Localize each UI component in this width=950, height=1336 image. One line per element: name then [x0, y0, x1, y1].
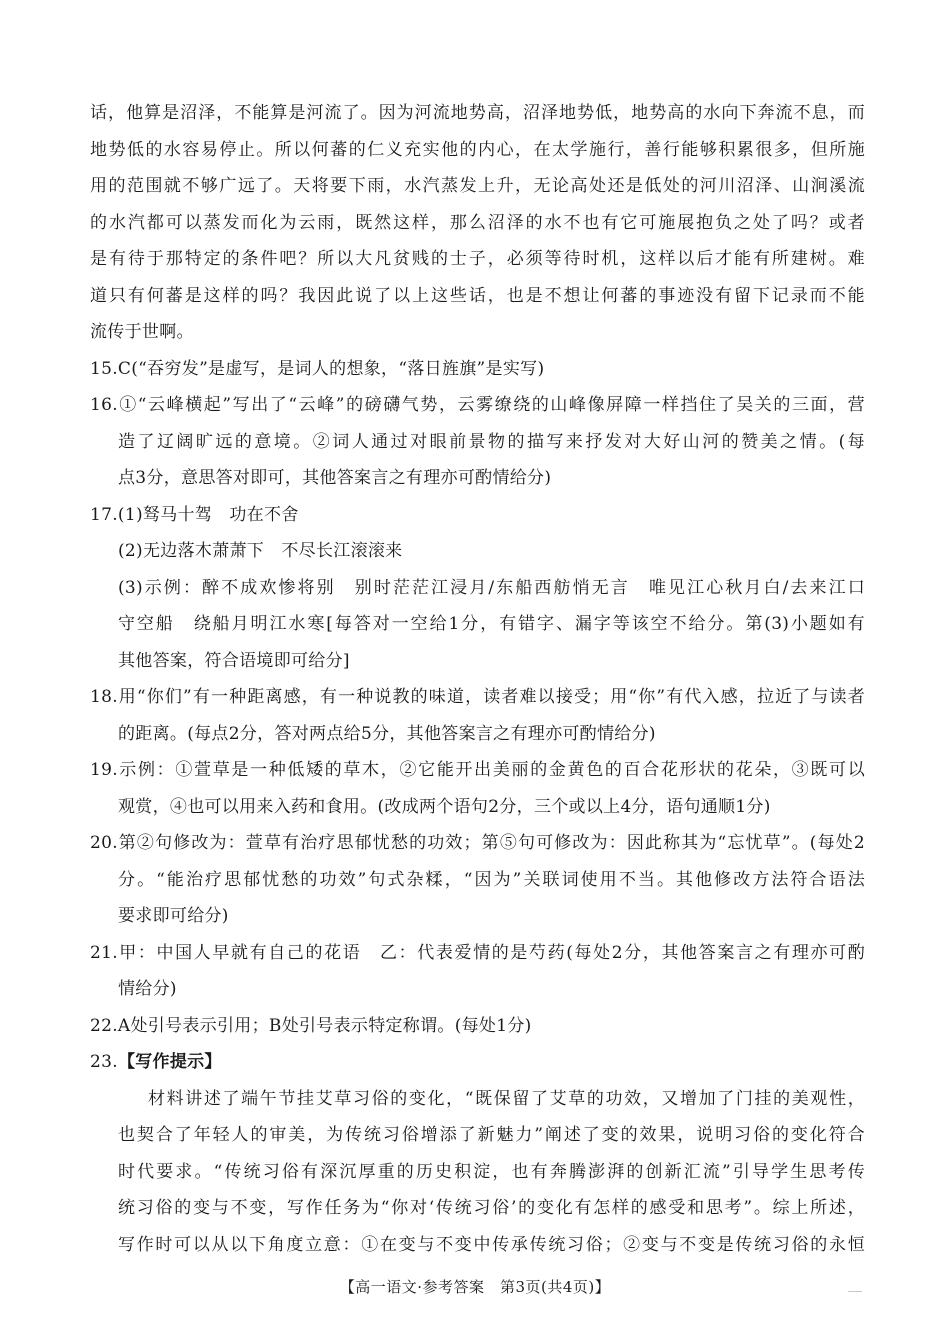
answer-22	[90, 1008, 865, 1045]
text-line: 16.①“云峰横起”写出了“云峰”的磅礴气势，云雾缭绕的山峰像屏障一样挡住了吴关的三面，营	[90, 395, 865, 415]
text-line: 道只有何蕃是这样的吗？我因此说了以上这些话，也是不想让何蕃的事迹没有留下记录而不能	[90, 285, 865, 306]
page-footer: 【高一语文·参考答案 第3页(共4页)】	[339, 1278, 611, 1296]
text-line: 统习俗的变与不变，写作任务为“你对‘传统习俗’的变化有怎样的感受和思考”。综上所述，	[118, 1198, 865, 1218]
text-line: 地势低的水容易停止。所以何蕃的仁义充实他的内心，在太学施行，善行能够积累很多，但所施	[90, 139, 865, 160]
answer-15	[90, 351, 865, 388]
text-line: 其他答案，符合语境即可给分]	[118, 650, 350, 671]
text-line: 用的范围就不够广远了。天将要下雨，水汽蒸发上升，无论高处还是低处的河川沼泽、山涧溪流	[90, 176, 865, 196]
text-line: 是有待于那特定的条件吧？所以大凡贫贱的士子，必须等待时机，这样以后才能有所建树。难	[90, 249, 865, 269]
text-line: 观赏，④也可以用来入药和食用。(改成两个语句2分，三个或以上4分，语句通顺1分)	[118, 796, 771, 817]
answer-17	[90, 497, 865, 680]
text-line: 写作时可以从以下角度立意：①在变与不变中传承传统习俗；②变与不变是传统习俗的永恒	[118, 1234, 865, 1255]
text-line: 的距离。(每点2分，答对两点给5分，其他答案言之有理亦可酌情给分)	[118, 723, 656, 744]
scan-mark	[848, 1291, 862, 1296]
translation-continuation	[90, 95, 865, 351]
text-line: 18.用“你们”有一种距离感，有一种说教的味道，读者难以接受；用“你”有代入感，拉近了与读者	[90, 687, 865, 707]
answer-19	[90, 752, 865, 825]
text-line: 20.第②句修改为：萱草有治疗思郁忧愁的功效；第⑤句可修改为：因此称其为“忘忧草”。(每处2	[90, 833, 865, 853]
text-line: 材料讲述了端午节挂艾草习俗的变化，“既保留了艾草的功效，又增加了门挂的美观性，	[148, 1088, 865, 1109]
question-heading	[90, 1044, 865, 1081]
text-line: 流传于世啊。	[90, 322, 194, 342]
answer-18	[90, 679, 865, 752]
text-line: 19.示例：①萱草是一种低矮的草木，②它能开出美丽的金黄色的百合花形状的花朵，③既可以	[90, 760, 865, 780]
text-line: 守空船 绕船月明江水寒[每答对一空给1分，有错字、漏字等该空不给分。第(3)小题如有	[118, 614, 865, 634]
text-line: 21.甲：中国人早就有自己的花语 乙：代表爱情的是芍药(每处2分，其他答案言之有理亦可酌	[90, 942, 865, 963]
writing-tip-heading: 【写作提示】	[117, 1052, 222, 1072]
text-line: 17.(1)驽马十驾 功在不舍	[90, 504, 299, 525]
text-line: 的水汽都可以蒸发而化为云雨，既然这样，那么沼泽的水不也有它可施展抱负之处了吗？或者	[90, 212, 865, 233]
writing-tip-body	[90, 1081, 865, 1264]
text-line: 情给分)	[118, 979, 177, 999]
text-line: 造了辽阔旷远的意境。②词人通过对眼前景物的描写来抒发对大好山河的赞美之情。(每	[118, 431, 865, 452]
answer-16	[90, 387, 865, 497]
text-line: 也契合了年轻人的审美，为传统习俗增添了新魅力”阐述了变的效果，说明习俗的变化符合	[118, 1125, 865, 1145]
text-line: 话，他算是沼泽，不能算是河流了。因为河流地势高，沼泽地势低，地势高的水向下奔流不息，而	[90, 103, 865, 123]
text-line: 时代要求。“传统习俗有深沉厚重的历史积淀，也有奔腾澎湃的创新汇流”引导学生思考传	[118, 1161, 865, 1182]
text-line: 15.C(“吞穷发”是虚写，是词人的想象，“落日旌旗”是实写)	[90, 358, 545, 379]
answer-21	[90, 935, 865, 1008]
text-line: 分。“能治疗思郁忧愁的功效”句式杂糅，“因为”关联词使用不当。其他修改方法符合语法	[118, 869, 865, 890]
answer-23	[90, 1044, 865, 1081]
text-line: 要求即可给分)	[118, 906, 229, 926]
text-line: 点3分，意思答对即可，其他答案言之有理亦可酌情给分)	[118, 468, 552, 488]
text-line: 22.A处引号表示引用；B处引号表示特定称谓。(每处1分)	[90, 1015, 532, 1036]
text-line: (2)无边落木萧萧下 不尽长江滚滚来	[118, 541, 403, 561]
answer-20	[90, 825, 865, 935]
answer-content	[90, 95, 865, 1263]
question-number: 23.	[90, 1052, 118, 1072]
text-line: (3)示例：醉不成欢惨将别 别时茫茫江浸月/东船西舫悄无言 唯见江心秋月白/去来江口	[118, 577, 865, 598]
